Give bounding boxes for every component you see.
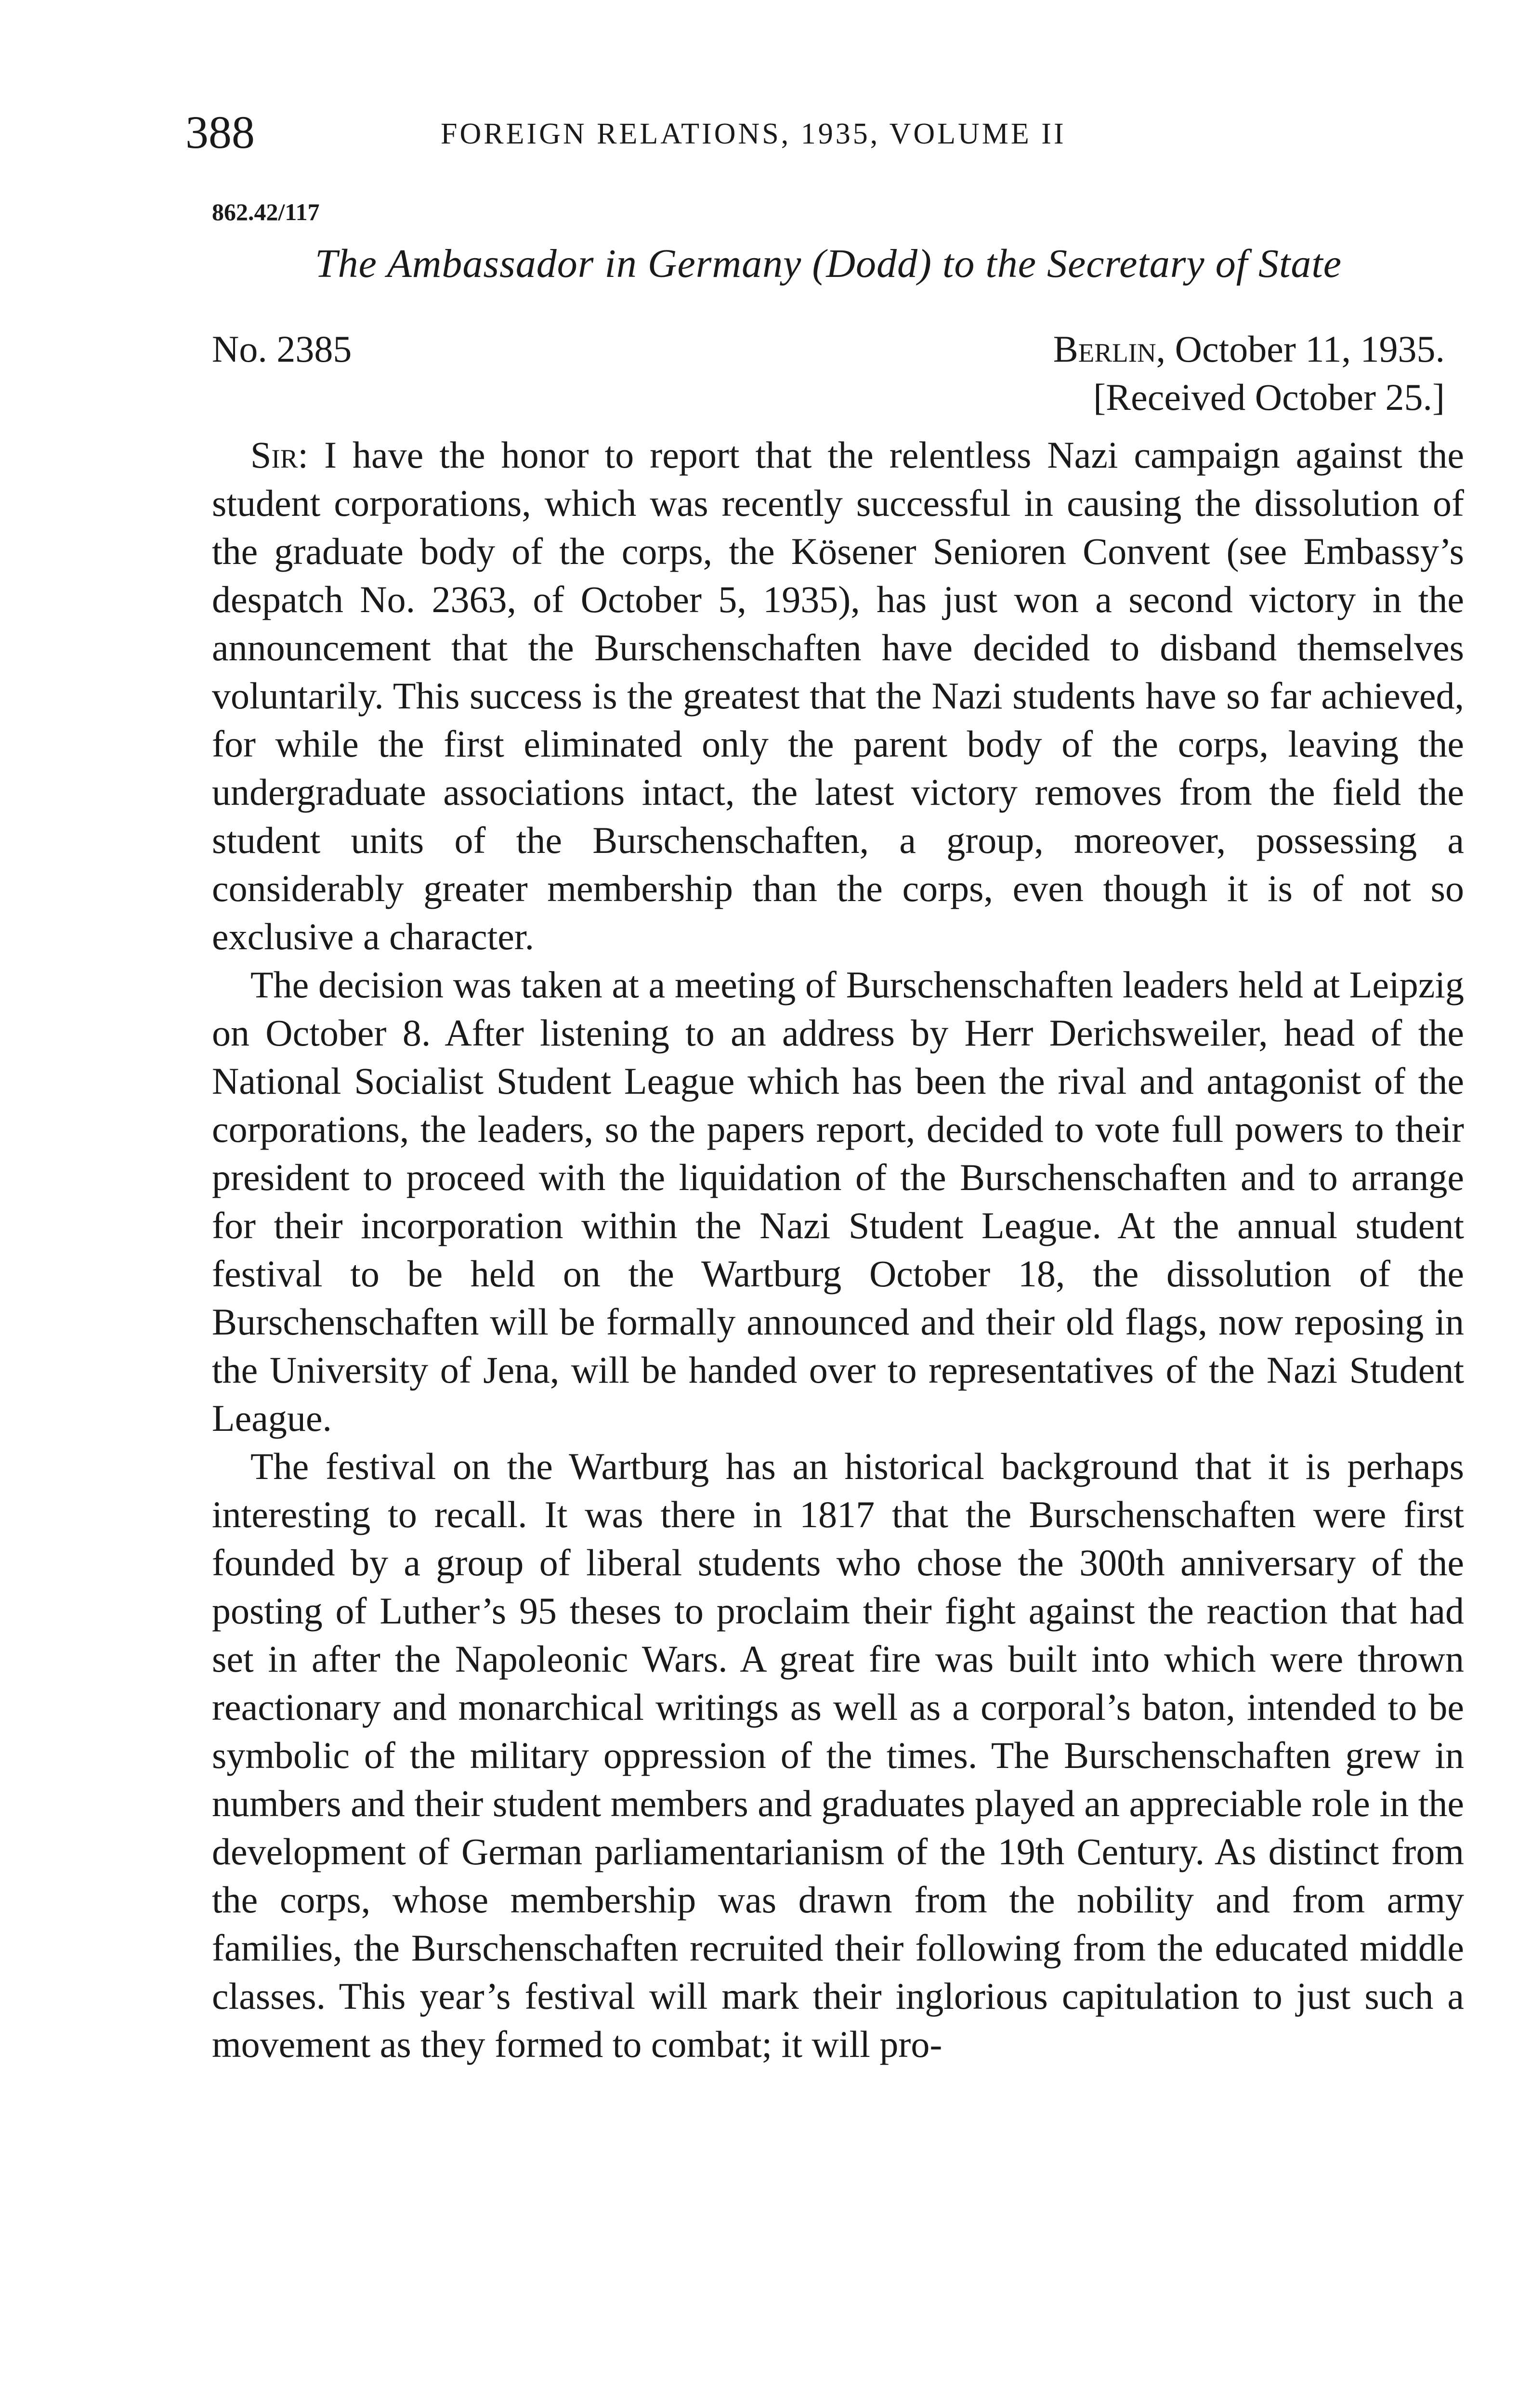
place-date: [1053, 325, 1445, 373]
dateline: [212, 325, 1464, 431]
place: Berlin: [1053, 328, 1156, 370]
received-note: [Received October 25.]: [1093, 376, 1445, 418]
file-number: 862.42/117: [212, 198, 320, 225]
running-head: [185, 104, 1466, 161]
body-text: [212, 431, 1464, 2068]
document-number: No. 2385: [212, 328, 352, 370]
document-title: The Ambassador in Germany (Dodd) to the Secretary of State: [314, 241, 1342, 286]
date: , October 11, 1935.: [1156, 328, 1445, 370]
salutation: Sir: [250, 434, 298, 476]
page-number: 388: [185, 106, 255, 158]
paragraph: The festival on the Wartburg has an historical background that it is perhaps interesting to recall. It was there in 1817 that the Burschenschaften were first founded by a group of liberal students who chose the 300th anniversary of the posting of Luther’s 95 theses to proclaim their fight against the reaction that had set in after the Napoleonic Wars. A great fire was built into which were thrown reactionary and monarchical writings as well as a corporal’s baton, intended to be symbolic of the military oppression of the times. The Burschenschaften grew in numbers and their student members and graduates played an appreciable role in the development of German parliamentarianism of the 19th Century. As distinct from the corps, whose membership was drawn from the nobility and from army families, the Burschenschaften recruited their following from the educated middle classes. This year’s festival will mark their inglorious capitulation to just such a movement as they formed to combat; it will pro-: [212, 1445, 1464, 2065]
paragraph: The decision was taken at a meeting of Burschenschaften leaders held at Leipzig on October 8. After listening to an address by Herr Derichsweiler, head of the National Socialist Student League which has been the rival and antagonist of the corporations, the leaders, so the papers report, decided to vote full powers to their president to proceed with the liquidation of the Burschenschaften and to arrange for their incorporation within the Nazi Student League. At the annual student festival to be held on the Wartburg October 18, the dissolution of the Burschenschaften will be formally announced and their old flags, now reposing in the University of Jena, will be handed over to representatives of the Nazi Student League.: [212, 964, 1464, 1439]
paragraph: [212, 431, 1464, 961]
running-title: FOREIGN RELATIONS, 1935, VOLUME II: [441, 118, 1066, 150]
paragraph-text: : I have the honor to report that the relentless Nazi campaign against the student corporations, which was recently successful in causing the dissolution of the graduate body of the corps, the Kösener Senioren Convent (see Embassy’s despatch No. 2363, of October 5, 1935), has just won a second victory in the announcement that the Burschenschaften have decided to disband themselves voluntarily. This success is the greatest that the Nazi students have so far achieved, for while the first eliminated only the parent body of the corps, leaving the undergraduate associations intact, the latest victory removes from the field the student units of the Burschenschaften, a group, moreover, possessing a considerably greater membership than the corps, even though it is of not so exclusive a character.: [212, 434, 1464, 957]
